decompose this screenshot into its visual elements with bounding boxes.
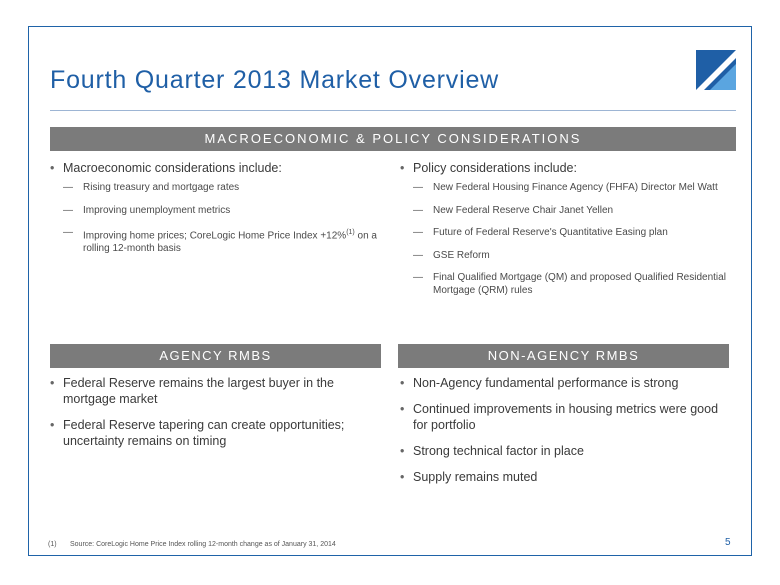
macro-item: — Improving unemployment metrics [50, 205, 380, 218]
nonagency-item: • Strong technical factor in place [400, 443, 730, 459]
policy-item: — GSE Reform [400, 250, 730, 263]
policy-item: — New Federal Reserve Chair Janet Yellen [400, 205, 730, 218]
title-divider [50, 110, 736, 111]
nonagency-section-header: NON-AGENCY RMBS [398, 344, 729, 368]
policy-item: — Final Qualified Mortgage (QM) and proposed Qualified Residential Mortgage (QRM) rules [400, 272, 730, 297]
macro-item [50, 227, 380, 255]
agency-item: • Federal Reserve remains the largest buyer in the mortgage market [50, 375, 370, 407]
nonagency-item: • Continued improvements in housing metrics were good for portfolio [400, 401, 730, 433]
policy-item: — New Federal Housing Finance Agency (FHFA) Director Mel Watt [400, 182, 730, 195]
policy-right-column [400, 160, 730, 307]
footnote-text: Source: CoreLogic Home Price Index rolling 12-month change as of January 31, 2014 [70, 541, 336, 548]
nonagency-column [400, 375, 730, 495]
agency-item: • Federal Reserve tapering can create opportunities; uncertainty remains on timing [50, 417, 370, 449]
agency-section-header: AGENCY RMBS [50, 344, 381, 368]
footnote-number: (1) [48, 541, 57, 548]
macro-bullet: • Macroeconomic considerations include: [50, 160, 380, 176]
footnote [48, 541, 336, 548]
macro-section-header: MACROECONOMIC & POLICY CONSIDERATIONS [50, 127, 736, 151]
nonagency-item: • Supply remains muted [400, 469, 730, 485]
macro-left-column [50, 160, 380, 265]
page-title: Fourth Quarter 2013 Market Overview [50, 66, 499, 94]
macro-item-text-cont: on a rolling 12-month basis [83, 230, 377, 254]
footnote-ref: (1) [346, 229, 355, 236]
macro-item-text: Improving home prices; CoreLogic Home Price Index +12% [83, 230, 347, 242]
company-logo [696, 50, 736, 90]
policy-item: — Future of Federal Reserve's Quantitative Easing plan [400, 227, 730, 240]
policy-bullet: • Policy considerations include: [400, 160, 730, 176]
page-number: 5 [725, 537, 731, 548]
nonagency-item: • Non-Agency fundamental performance is strong [400, 375, 730, 391]
macro-item: — Rising treasury and mortgage rates [50, 182, 380, 195]
agency-column [50, 375, 370, 459]
